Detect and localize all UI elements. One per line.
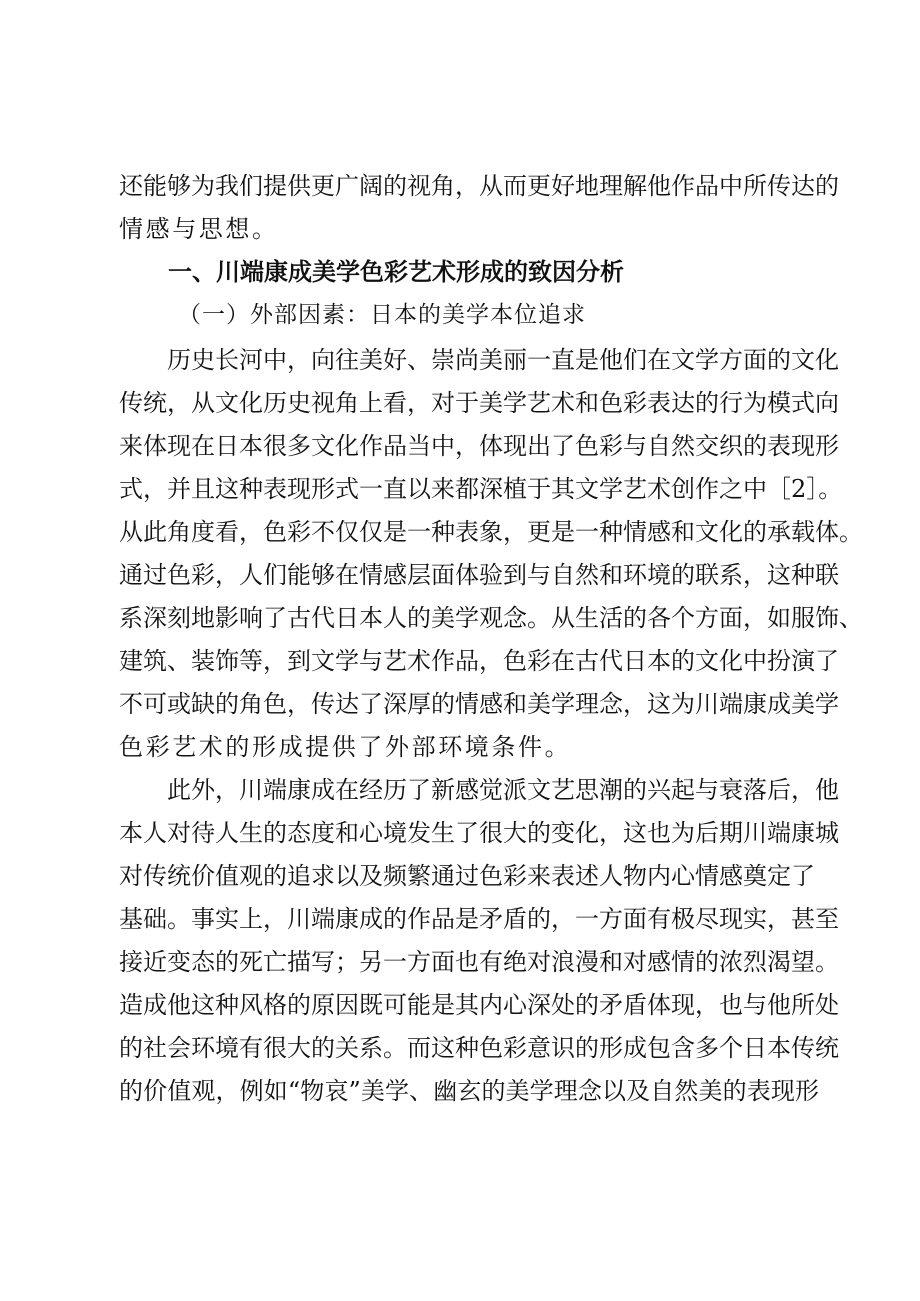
para1-line-2: 传统，从文化历史视角上看，对于美学艺术和色彩表达的行为模式向 — [119, 389, 839, 417]
para2-line-5: 接近变态的死亡描写；另一方面也有绝对浪漫和对感情的浓烈渴望。 — [119, 948, 839, 976]
para2-line-3: 对传统价值观的追求以及频繁通过色彩来表述人物内心情感奠定了 — [119, 862, 815, 890]
intro-line-2: 情感与思想。 — [119, 215, 279, 243]
intro-line-1: 还能够为我们提供更广阔的视角，从而更好地理解他作品中所传达的 — [119, 172, 839, 200]
para2-line-7: 的社会环境有很大的关系。而这种色彩意识的形成包含多个日本传统 — [119, 1034, 839, 1062]
para1-line-8: 建筑、装饰等，到文学与艺术作品，色彩在古代日本的文化中扮演了 — [119, 647, 839, 675]
para2-line-1: 此外，川端康成在经历了新感觉派文艺思潮的兴起与衰落后，他 — [167, 776, 839, 804]
para1-line-10: 色彩艺术的形成提供了外部环境条件。 — [119, 733, 572, 761]
para2-line-8: 的价值观，例如“物哀”美学、幽玄的美学理念以及自然美的表现形 — [119, 1077, 819, 1105]
section-heading: 一、川端康成美学色彩艺术形成的致因分析 — [168, 258, 624, 286]
para2-line-2: 本人对待人生的态度和心境发生了很大的变化，这也为后期川端康城 — [119, 819, 839, 847]
para2-line-4: 基础。事实上，川端康成的作品是矛盾的，一方面有极尽现实，甚至 — [119, 905, 839, 933]
para1-line-7: 系深刻地影响了古代日本人的美学观念。从生活的各个方面，如服饰、 — [119, 604, 863, 632]
para2-line-6: 造成他这种风格的原因既可能是其内心深处的矛盾体现，也与他所处 — [119, 991, 839, 1019]
para1-line-9: 不可或缺的角色，传达了深厚的情感和美学理念，这为川端康成美学 — [119, 690, 839, 718]
para1-line-4: 式，并且这种表现形式一直以来都深植于其文学艺术创作之中［2］。 — [119, 475, 843, 503]
para1-line-6: 通过色彩，人们能够在情感层面体验到与自然和环境的联系，这种联 — [119, 561, 839, 589]
para1-line-1: 历史长河中，向往美好、崇尚美丽一直是他们在文学方面的文化 — [167, 346, 839, 374]
para1-line-3: 来体现在日本很多文化作品当中，体现出了色彩与自然交织的表现形 — [119, 432, 839, 460]
para1-line-5: 从此角度看，色彩不仅仅是一种表象，更是一种情感和文化的承载体。 — [119, 518, 863, 546]
subsection-heading: （一）外部因素：日本的美学本位追求 — [178, 302, 586, 328]
